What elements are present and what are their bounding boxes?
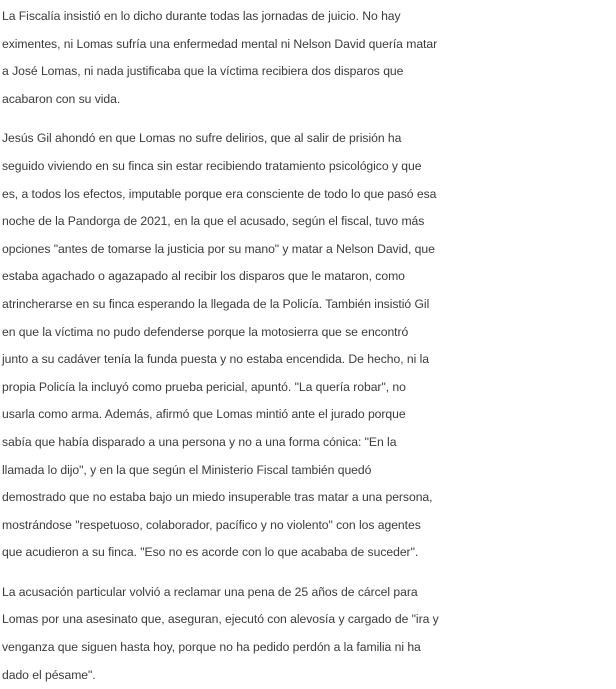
text-line: dado el pésame".: [2, 667, 96, 682]
text-line: eximentes, ni Lomas sufría una enfermedad mental ni Nelson David quería matar: [2, 36, 438, 51]
text-line: acabaron con su vida.: [2, 91, 121, 106]
text-line: Lomas por una asesinato que, aseguran, ejecutó con alevosía y cargado de "ira y: [2, 612, 439, 627]
text-line: opciones "antes de tomarse la justicia por su mano" y matar a Nelson David, que: [2, 241, 435, 256]
text-line: estaba agachado o agazapado al recibir los disparos que le mataron, como: [2, 269, 405, 284]
text-line: a José Lomas, ni nada justificaba que la víctima recibiera dos disparos que: [2, 64, 404, 79]
paragraph-1: [0, 0, 616, 113]
text-line: es, a todos los efectos, imputable porque era consciente de todo lo que pasó esa: [2, 186, 437, 201]
text-line: llamada lo dijo", y en la que según el Ministerio Fiscal también quedó: [2, 462, 372, 477]
text-line: demostrado que no estaba bajo un miedo insuperable tras matar a una persona,: [2, 490, 433, 505]
paragraph-3: [0, 579, 616, 689]
text-line: junto a su cadáver tenía la funda puesta y no estaba encendida. De hecho, ni la: [2, 352, 429, 367]
text-line: mostrándose "respetuoso, colaborador, pacífico y no violento" con los agentes: [2, 517, 421, 532]
text-line: noche de la Pandorga de 2021, en la que el acusado, según el fiscal, tuvo más: [2, 214, 425, 229]
text-line: Jesús Gil ahondó en que Lomas no sufre delirios, que al salir de prisión ha: [2, 131, 402, 146]
text-line: La acusación particular volvió a reclamar una pena de 25 años de cárcel para: [2, 584, 418, 599]
text-line: La Fiscalía insistió en lo dicho durante todas las jornadas de juicio. No hay: [2, 9, 401, 23]
text-line: venganza que siguen hasta hoy, porque no ha pedido perdón a la familia ni ha: [2, 640, 421, 655]
text-line: propia Policía la incluyó como prueba pericial, apuntó. "La quería robar", no: [2, 379, 406, 394]
text-line: usarla como arma. Además, afirmó que Lomas mintió ante el jurado porque: [2, 407, 406, 422]
text-line: que acudieron a su finca. "Eso no es acorde con lo que acababa de suceder".: [2, 545, 419, 560]
text-line: atrincherarse en su finca esperando la llegada de la Policía. También insistió Gil: [2, 296, 430, 311]
text-line: en que la víctima no pudo defenderse porque la motosierra que se encontró: [2, 324, 409, 339]
text-line: seguido viviendo en su finca sin estar recibiendo tratamiento psicológico y que: [2, 158, 422, 173]
paragraph-2: [0, 125, 616, 567]
text-line: sabía que había disparado a una persona y no a una forma cónica: "En la: [2, 434, 397, 449]
